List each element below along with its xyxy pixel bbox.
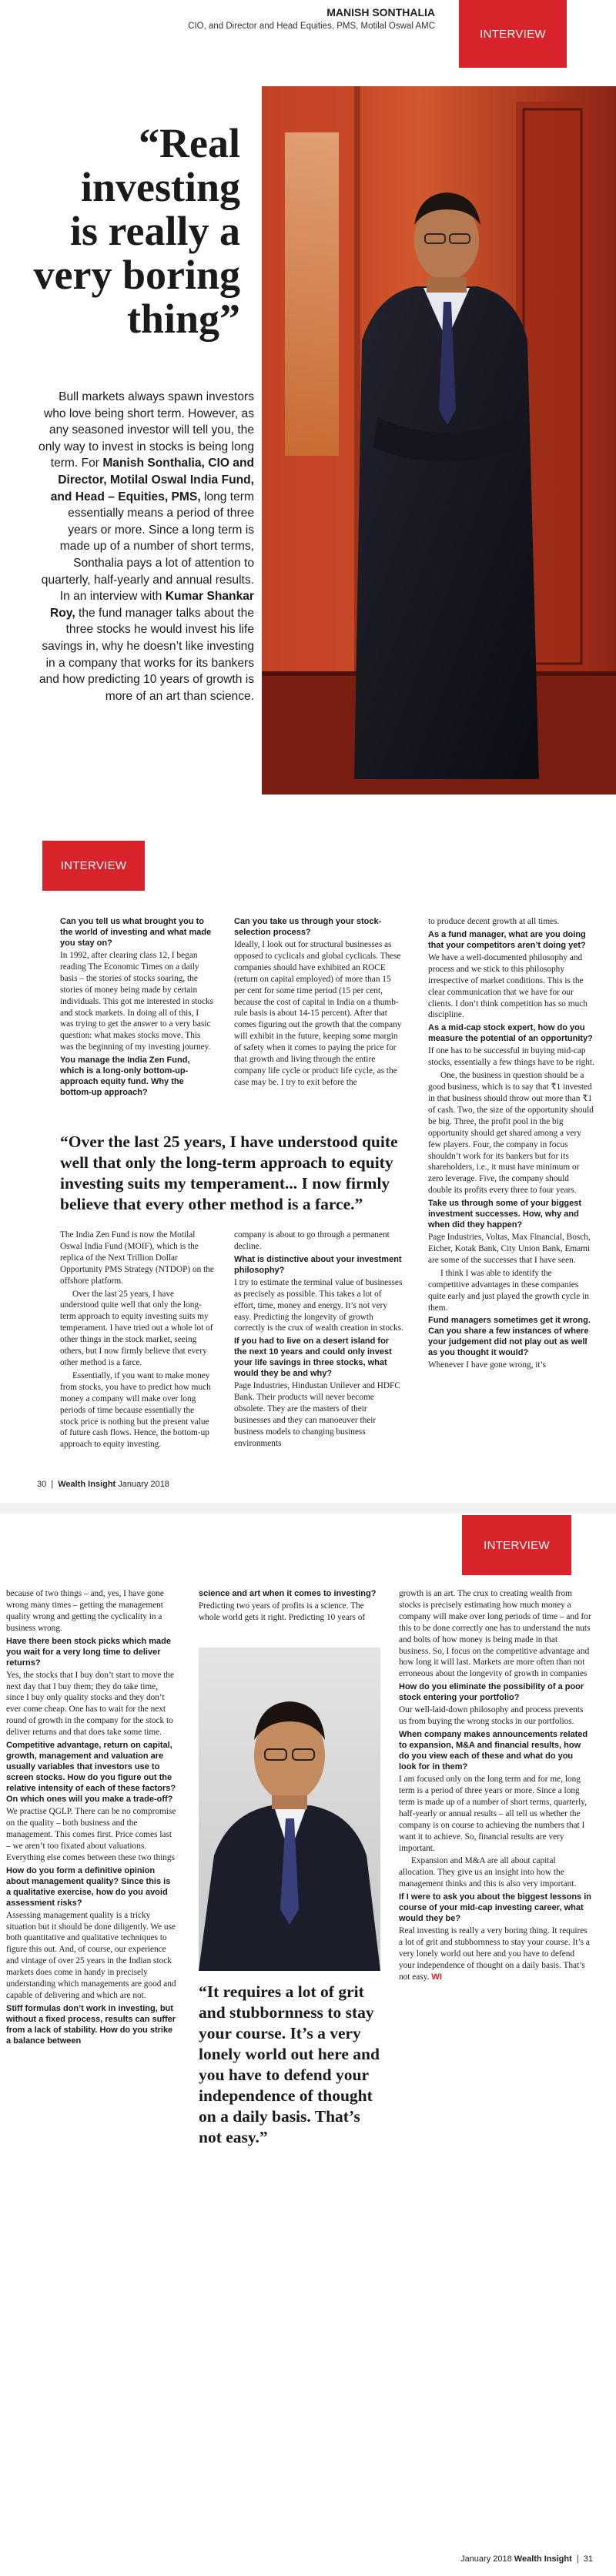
page-number: 31	[583, 2554, 593, 2564]
portrait-photo	[199, 1648, 380, 1971]
magazine-name: Wealth Insight	[58, 1480, 116, 1489]
answer: company is about to go through a permanent decline.	[234, 1230, 390, 1251]
subject-role: CIO, and Director and Head Equities, PMS, Motilal Oswal AMC	[188, 22, 435, 31]
standfirst-text: long term essentially means a period of three years or more. Since a long term is made up of a number of short terms, Sonthalia pays a lot of attention to quarterly, half-yearly and annual results. In an interview with	[41, 490, 254, 604]
question: Can you tell us what brought you to the world of investing and what made you stay on?	[60, 917, 212, 948]
answer: If one has to be successful in buying mid-cap stocks, essentially a few things have to be right.	[428, 1046, 594, 1068]
answer: I think I was able to identify the competitive advantages in these companies quite early and just played the growth cycle in them.	[428, 1268, 589, 1313]
question: science and art when it comes to investing?	[199, 1589, 377, 1598]
answer	[399, 1925, 591, 1983]
answer: Over the last 25 years, I have understood quite well that only the long-term approach to equity investing suits my temperament. I have tried out a whole lot of other things in the stock market, seeing others, but I now firmly believe that every other method is a farce.	[60, 1289, 213, 1367]
portrait-illustration	[262, 86, 616, 795]
answer: I am focused only on the long term and for me, long term is a period of three years or more. Since a long term is made up of a number of short terms, quarterly, half-yearly or annual results – all tell us whether the company is on course to achieving the numbers that I want it to achieve. So, financial results are very important.	[399, 1775, 587, 1853]
answer: Ideally, I look out for structural businesses as opposed to cyclicals and global cyclicals. These companies should have exhibited an ROCE (return on capital employed) of more than 15 per cent for some time period (15 per cent, because the cost of capital in India on a thumb-rule basis is about 14-15 percent). After that comes figuring out the growth that the company will exhibit in the future, keeping some margin of safety when it comes to paying the price for that growth and living through the entire company life cycle or product life cycle, as the case may be. I try to exit before the	[234, 940, 402, 1087]
question: You manage the India Zen Fund, which is a long-only bottom-up-approach equity fund. Why the bottom-up approach?	[60, 1055, 190, 1098]
answer: because of two things – and, yes, I have gone wrong many times – getting the management quality wrong and getting the cyclicality in a business wrong.	[6, 1589, 164, 1633]
question: What is distinctive about your investment philosophy?	[234, 1254, 402, 1275]
answer-text: Real investing is really a very boring thing. It requires a lot of grit and stubbornness to stay your course. It’s a very lonely world out here and you have to defend your independence of thought on a daily basis. That’s not easy.	[399, 1926, 590, 1982]
column-1-lower	[60, 1229, 214, 1452]
answer: We practise QGLP. There can be no compromise on the quality – both business and the management. This comes first. Price comes last – we aren’t too fixated about valuations. Everything else comes between these two things	[6, 1807, 176, 1862]
column-1	[6, 1588, 177, 2048]
question: How do you form a definitive opinion about management quality? Since this is a qualitative exercise, how do you avoid assessment risks?	[6, 1865, 171, 1908]
question: As a mid-cap stock expert, how do you measure the potential of an opportunity?	[428, 1023, 593, 1044]
interviewer-name: Kumar Shankar Roy,	[50, 590, 254, 620]
question: Take us through some of your biggest investment successes. How, why and when did they happen?	[428, 1199, 582, 1230]
page1-header	[0, 0, 616, 71]
column-1	[60, 916, 214, 1099]
headline	[0, 122, 240, 341]
column-2	[234, 916, 403, 1090]
issue-date: January 2018	[460, 2554, 512, 2564]
section-badge: INTERVIEW	[459, 0, 567, 68]
page-divider	[0, 1503, 616, 1514]
answer: One, the business in question should be a good business, which is to say that ₹1 invested in that business should throw out more than ₹1 of cash. Two, the size of the opportunity should be big. Three, the profit pool in the big opportunity should get shared among a very few players. Four, the company in focus shouldn’t work for its bankers but for its shareholders, i.e., it must have minimum or zero leverage. Five, the company should double its profits every three to four years.	[428, 1071, 594, 1196]
standfirst-role: CIO and Director, Motilal Oswal India Fund, and Head – Equities, PMS,	[50, 457, 254, 503]
question: When company makes announcements related to expansion, M&A and financial results, how do you view each of these and what do you look for in them?	[399, 1730, 588, 1772]
section-badge-secondary: INTERVIEW	[42, 841, 145, 891]
column-2-lower	[234, 1229, 403, 1451]
question: As a fund manager, what are you doing that your competitors aren’t doing yet?	[428, 929, 586, 950]
answer: In 1992, after clearing class 12, I began reading The Economic Times on a daily basis – the stories of stocks soaring, the stories of money being made by certain individuals. This got me interested in stocks and stock markets. In doing all of this, I was trying to get the answer to a very basic question: what makes stocks move. This was the beginning of my investing journey.	[60, 951, 214, 1052]
answer: Page Industries, Voltas, Max Financial, Bosch, Eicher, Kotak Bank, City Union Bank, Emami are some of the successes that I have seen.	[428, 1233, 591, 1265]
portrait-illustration	[199, 1648, 380, 1971]
column-3	[428, 916, 594, 1373]
headline-line: investing	[80, 164, 240, 210]
standfirst-name: Manish Sonthalia,	[102, 457, 205, 470]
subject-name: MANISH SONTHALIA	[326, 6, 435, 18]
answer: to produce decent growth at all times.	[428, 917, 560, 926]
answer: I try to estimate the terminal value of businesses as precisely as possible. This takes a lot of effort, time, money and energy. It’s not very easy. Predicting the longevity of growth correctly is the crux of wealth creation in stocks.	[234, 1277, 403, 1333]
question: If you had to live on a desert island for the next 10 years and could only invest your life savings in three stocks, what would they be and why?	[234, 1337, 392, 1379]
standfirst-text: Bull markets always spawn investors who love being short term. However, as any seasoned investor will tell you, the only way to invest in stocks is being long term. For	[38, 390, 254, 470]
headline-line: is really a	[70, 208, 240, 254]
column-3	[399, 1588, 591, 1985]
question: How do you eliminate the possibility of a poor stock entering your portfolio?	[399, 1682, 584, 1703]
answer: We have a well-documented philosophy and process and we stick to this philosophy irrespective of market conditions. This is the clear communication that we have for our clients. I don’t think competition has so much discipline.	[428, 952, 588, 1020]
page-footer-left: 30 | Wealth Insight January 2018	[37, 1480, 169, 1489]
column-2-top	[199, 1588, 380, 1625]
question: Have there been stock picks which made you wait for a very long time to deliver returns?	[6, 1636, 171, 1668]
end-mark: WI	[431, 1972, 443, 1982]
answer: Yes, the stocks that I buy don’t start to move the next day that I buy them; they do take time, since I buy only quality stocks and they don’t ever come cheap. One has to wait for the next round of growth in the company for the stock to deliver returns and that does take some time.	[6, 1670, 174, 1738]
pull-quote: “It requires a lot of grit and stubbornness to stay your course. It’s a very lonely world out here and you have to defend your independence of thought on a daily basis. That’s not easy.”	[199, 1982, 380, 2146]
answer: Expansion and M&A are all about capital allocation. They give us an insight into how the management thinks and this is also very important.	[399, 1856, 577, 1889]
answer: Page Industries, Hindustan Unilever and HDFC Bank. Their products will never become obsolete. They are the masters of their businesses and they can manoeuver their business models to changing business environments	[234, 1381, 400, 1448]
answer: The India Zen Fund is now the Motilal Oswal India Fund (MOIF), which is the replica of the Next Trillion Dollar Opportunity PMS Strategy (NTDOP) on the offshore platform.	[60, 1230, 214, 1286]
standfirst-text: the fund manager talks about the three stocks he would invest his life savings in, why he doesn’t like investing in a company that works for its bankers and how predicting 10 years of growth is more of an art than science.	[38, 606, 254, 703]
headline-line: very boring	[33, 252, 240, 298]
issue-date: January 2018	[118, 1480, 169, 1489]
headline-line: thing”	[126, 296, 240, 342]
answer: Whenever I have gone wrong, it’s	[428, 1360, 547, 1370]
question: Competitive advantage, return on capital, growth, management and valuation are usually variables that investors use to screen stocks. How do you figure out the relative intensity of each of these factors? On which ones will you make a trade-off?	[6, 1741, 176, 1805]
standfirst	[37, 389, 254, 704]
question: Fund managers sometimes get it wrong. Can you share a few instances of where your judgement did not play out as well as you thought it would?	[428, 1316, 591, 1358]
answer: Essentially, if you want to make money from stocks, you have to predict how much money a company will make over long periods of time because essentially the stock price is nothing but the present value of future cash flows. Hence, the bottom-up approach to equity investing.	[60, 1370, 211, 1450]
page-number: 30	[37, 1480, 47, 1489]
question: If I were to ask you about the biggest lessons in course of your mid-cap investing career, what would they be?	[399, 1892, 591, 1924]
magazine-name: Wealth Insight	[514, 2554, 572, 2564]
question: Stiff formulas don’t work in investing, but without a fixed process, results can suffer from a lack of stability. How do you strike a balance between	[6, 2003, 176, 2046]
answer: Our well-laid-down philosophy and process prevents us from buying the wrong stocks in our portfolios.	[399, 1705, 584, 1727]
page-footer-right: January 2018 Wealth Insight | 31	[460, 2554, 593, 2564]
pull-quote: “Over the last 25 years, I have understood quite well that only the long-term approach to equity investing suits my temperament... I now firmly believe that every other method is a farce.”	[60, 1132, 398, 1213]
answer: Assessing management quality is a tricky situation but it should be done diligently. We use both quantitative and qualitative techniques to figure this out. And, of course, our experience and vintage of over 25 years in the Indian stock markets does come in handy in precisely understanding which managements are good and capable of delivering and which are not.	[6, 1910, 176, 2000]
portrait-photo	[262, 86, 616, 795]
headline-line: “Real	[139, 120, 240, 166]
question: Can you take us through your stock-selection process?	[234, 917, 382, 937]
answer: Predicting two years of profits is a science. The whole world gets it right. Predicting 10 years of	[199, 1601, 366, 1622]
answer: growth is an art. The crux to creating wealth from stocks is precisely estimating how much money a company will make over long periods of time – and for this to be done correctly one has to understand the nuts and bolts of how money is being made in that business. So, I focus on the competitive advantage and how long it will last. Markets are more often than not erroneous about the longevity of growth in companies	[399, 1589, 591, 1679]
section-badge: INTERVIEW	[462, 1515, 571, 1575]
